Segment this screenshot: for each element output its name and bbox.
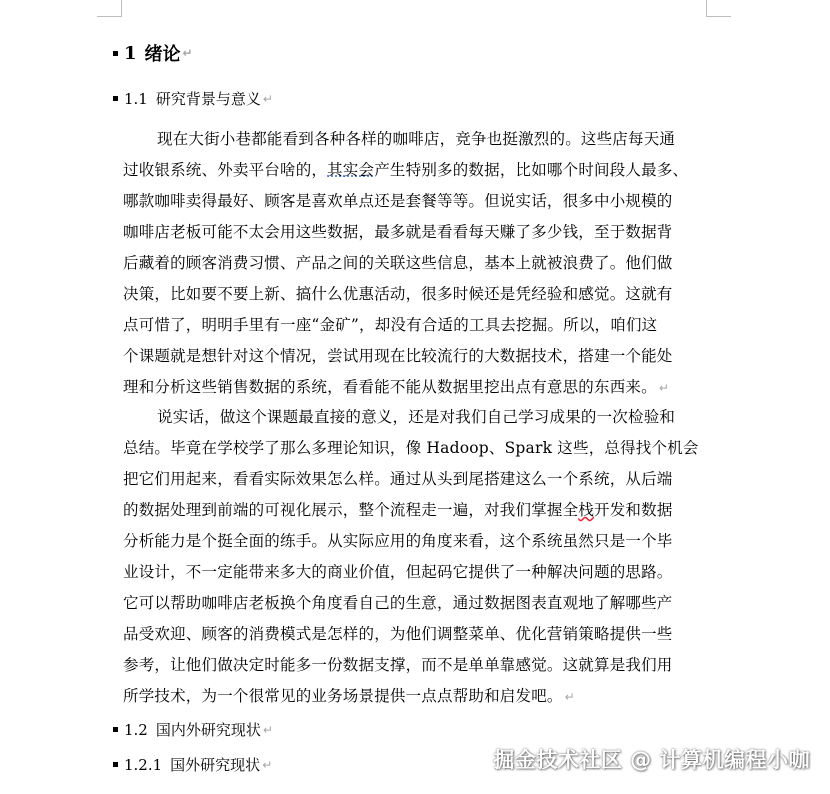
- text-line: 参考，让他们做决定时能多一份数据支撑，而不是单单靠感觉。这就算是我们用: [123, 656, 673, 674]
- list-bullet-icon: [113, 762, 118, 767]
- heading-title: 国内外研究现状: [155, 721, 261, 739]
- list-bullet-icon: [113, 727, 118, 732]
- text-line: 所学技术，为一个很常见的业务场景提供一点点帮助和启发吧。 ↵: [123, 687, 575, 705]
- text-line: 品受欢迎、顾客的消费模式是怎样的，为他们调整菜单、优化营销策略提供一些: [123, 625, 673, 643]
- text-line: 后藏着的顾客消费习惯、产品之间的关联这些信息，基本上就被浪费了。他们做: [123, 254, 673, 272]
- text-line: 分析能力是个挺全面的练手。从实际应用的角度来看，这个系统虽然只是一个毕: [123, 532, 673, 550]
- heading-title: 绪论: [144, 44, 181, 65]
- text-line: 决策，比如要不要上新、搞什么优惠活动，很多时候还是凭经验和感觉。这就有: [123, 285, 673, 303]
- heading-number: 1: [124, 42, 137, 64]
- heading-title: 国外研究现状: [170, 756, 261, 774]
- heading-title: 研究背景与意义: [155, 90, 261, 108]
- spelling-underline: 栈: [578, 501, 595, 519]
- paragraph-mark-icon: ↵: [564, 690, 575, 704]
- paragraph-mark-icon: ↵: [262, 91, 273, 106]
- heading-1-2-1[interactable]: [113, 754, 272, 775]
- heading-number: 1.1: [124, 89, 148, 108]
- list-bullet-icon: [113, 96, 118, 101]
- text-line: 现在大街小巷都能看到各种各样的咖啡店，竞争也挺激烈的。这些店每天通: [157, 130, 676, 148]
- grammar-underline: 其实会: [327, 161, 375, 179]
- text-line: 说实话，做这个课题最直接的意义，还是对我们自己学习成果的一次检验和: [157, 408, 676, 426]
- heading-1-1[interactable]: [113, 88, 273, 109]
- text-line: 点可惜了，明明手里有一座“金矿”，却没有合适的工具去挖掘。所以，咱们这: [123, 316, 658, 334]
- heading-number: 1.2: [124, 720, 148, 739]
- paragraph-mark-icon: ↵: [658, 381, 670, 395]
- text-line: 总结。毕竟在学校学了那么多理论知识，像 Hadoop、Spark 这些，总得找个机会: [123, 439, 699, 457]
- text-line: 哪款咖啡卖得最好、顾客是喜欢单点还是套餐等等。但说实话，很多中小规模的: [123, 192, 673, 210]
- text-line: 业设计，不一定能带来多大的商业价值，但起码它提供了一种解决问题的思路。: [123, 563, 673, 581]
- body-paragraph-1[interactable]: [123, 124, 709, 403]
- text-line: 理和分析这些销售数据的系统，看看能不能从数据里挖出点有意思的东西来。 ↵: [123, 378, 670, 396]
- text-line: 咖啡店老板可能不太会用这些数据，最多就是看看每天赚了多少钱，至于数据背: [123, 223, 673, 241]
- text-line: 把它们用起来，看看实际效果怎么样。通过从头到尾搭建这么一个系统，从后端: [123, 470, 673, 488]
- heading-number: 1.2.1: [124, 755, 163, 774]
- text-line: 的数据处理到前端的可视化展示，整个流程走一遍，对我们掌握全栈开发和数据: [123, 501, 673, 519]
- crop-mark-top-left: [97, 0, 122, 17]
- body-paragraph-2[interactable]: [123, 402, 709, 712]
- crop-mark-top-right: [706, 0, 731, 17]
- text-line: 个课题就是想针对这个情况，尝试用现在比较流行的大数据技术，搭建一个能处: [123, 347, 673, 365]
- paragraph-mark-icon: ↵: [262, 722, 273, 737]
- watermark: 掘金技术社区 @ 计算机编程小咖: [493, 748, 810, 772]
- paragraph-mark-icon: ↵: [262, 757, 273, 772]
- list-bullet-icon: [113, 51, 118, 56]
- text-line: 它可以帮助咖啡店老板换个角度看自己的生意，通过数据图表直观地了解哪些产: [123, 594, 673, 612]
- heading-1[interactable]: [113, 40, 193, 66]
- paragraph-mark-icon: ↵: [182, 46, 193, 60]
- heading-1-2[interactable]: [113, 719, 273, 740]
- text-line: 过收银系统、外卖平台啥的，其实会产生特别多的数据，比如哪个时间段人最多、: [123, 161, 689, 179]
